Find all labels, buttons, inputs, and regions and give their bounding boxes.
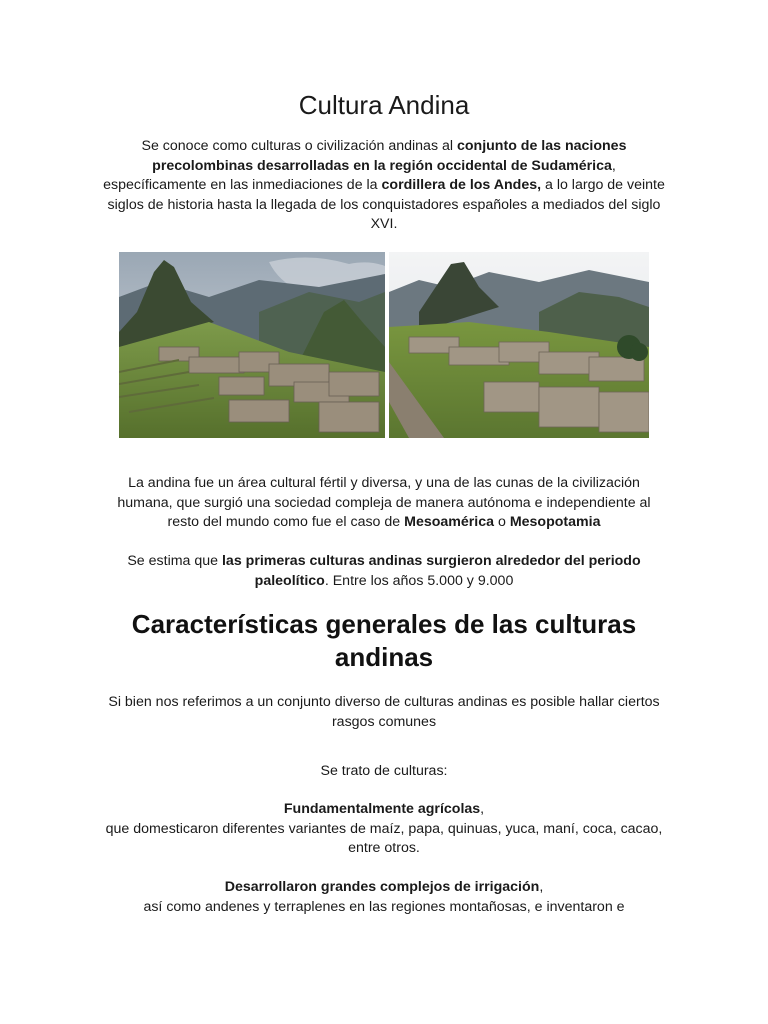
machu-picchu-photo-right [389, 252, 649, 438]
paragraph-origin [100, 552, 668, 591]
item2-comma: , [539, 879, 544, 895]
item1-text: que domesticaron diferentes variantes de maíz, papa, quinuas, yuca, maní, coca, cacao, entre otros. [105, 820, 663, 856]
section-heading: Características generales de las culturas andinas [131, 609, 637, 672]
para2-text-2: o [494, 514, 510, 530]
intro-bold-2: cordillera de los Andes, [381, 177, 542, 193]
paragraph-andina [100, 474, 668, 533]
item-irrigacion [100, 878, 668, 917]
paragraph-rasgos: Si bien nos referimos a un conjunto diverso de culturas andinas es posible hallar ciertos rasgos comunes [108, 694, 660, 730]
para3-bold-1: las primeras culturas andinas surgieron alrededor del periodo paleolítico [221, 553, 641, 589]
para2-bold-1: Mesoamérica [404, 514, 495, 530]
item-agricolas [100, 800, 668, 859]
paragraph-se-trato: Se trato de culturas: [320, 763, 448, 779]
intro-text-2: , específicamente en las inmediaciones de la [103, 157, 616, 193]
item2-text: así como andenes y terraplenes en las regiones montañosas, e inventaron e [143, 898, 625, 915]
intro-bold-1: conjunto de las naciones precolombinas desarrolladas en la región occidental de Sudamérica [152, 138, 627, 174]
para3-text-2: . Entre los años 5.000 y 9.000 [324, 572, 514, 589]
item1-comma: , [480, 801, 485, 817]
para3-text-1: Se estima que [127, 553, 222, 569]
item1-bold: Fundamentalmente agrícolas [283, 801, 481, 817]
para2-bold-2: Mesopotamia [509, 514, 601, 530]
intro-text-1: Se conoce como culturas o civilización andinas al [141, 138, 457, 154]
page-title: Cultura Andina [298, 90, 470, 120]
machu-picchu-photo-left [119, 252, 385, 438]
intro-text-3: a lo largo de veinte siglos de historia hasta la llegada de los conquistadores españoles a mediados del siglo XVI. [107, 177, 665, 232]
item2-bold: Desarrollaron grandes complejos de irrigación [224, 879, 540, 895]
intro-paragraph [100, 137, 668, 235]
para2-text-1: La andina fue un área cultural fértil y diversa, y una de las cunas de la civilización humana, que surgió una sociedad compleja de manera autónoma e independiente al resto del mundo como fue el caso de [117, 475, 651, 530]
